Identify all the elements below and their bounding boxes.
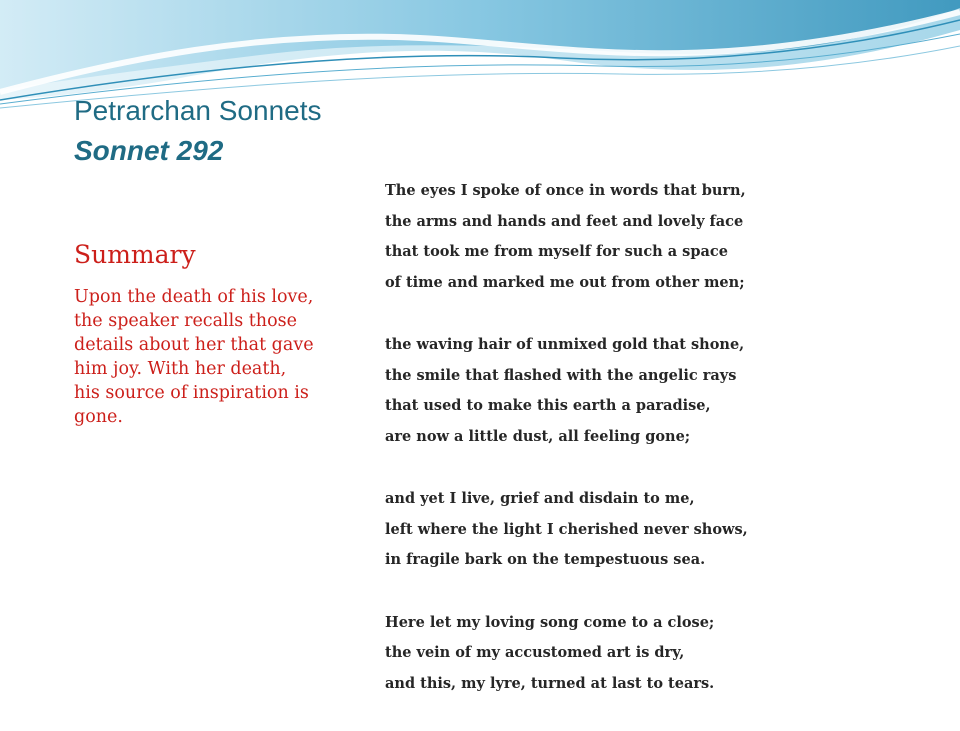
- poem-line: and this, my lyre, turned at last to tears.: [385, 674, 715, 692]
- poem-line: the waving hair of unmixed gold that shone,: [385, 336, 745, 353]
- poem-line: the smile that flashed with the angelic rays: [385, 366, 737, 384]
- poem-line: the vein of my accustomed art is dry,: [385, 644, 685, 661]
- summary-heading: Summary: [74, 240, 196, 269]
- summary-line: Upon the death of his love,: [74, 287, 314, 307]
- poem-line: left where the light I cherished never shows,: [385, 520, 748, 538]
- poem-line: Here let my loving song come to a close;: [385, 613, 715, 631]
- slide-title: Petrarchan Sonnets: [74, 95, 322, 126]
- slide-subtitle: Sonnet 292: [74, 135, 224, 166]
- summary-line: details about her that gave: [74, 335, 314, 355]
- poem-line: that used to make this earth a paradise,: [385, 397, 711, 414]
- sonnet-text: [385, 176, 945, 731]
- summary-text: [74, 285, 374, 429]
- poem-line: of time and marked me out from other men;: [385, 273, 745, 291]
- summary-line: gone.: [74, 407, 123, 427]
- poem-line: in fragile bark on the tempestuous sea.: [385, 551, 706, 568]
- stanza-2: [385, 330, 945, 452]
- poem-line: the arms and hands and feet and lovely face: [385, 212, 744, 230]
- stanza-1: [385, 176, 945, 298]
- stanza-4: [385, 608, 945, 700]
- poem-line: are now a little dust, all feeling gone;: [385, 427, 691, 445]
- poem-line: The eyes I spoke of once in words that burn,: [385, 182, 746, 199]
- poem-line: and yet I live, grief and disdain to me,: [385, 490, 695, 507]
- summary-line: the speaker recalls those: [74, 311, 297, 331]
- stanza-3: [385, 484, 945, 576]
- decorative-wave-header: [0, 0, 960, 110]
- summary-line: his source of inspiration is: [74, 383, 309, 403]
- poem-line: that took me from myself for such a space: [385, 243, 728, 260]
- summary-line: him joy. With her death,: [74, 359, 287, 379]
